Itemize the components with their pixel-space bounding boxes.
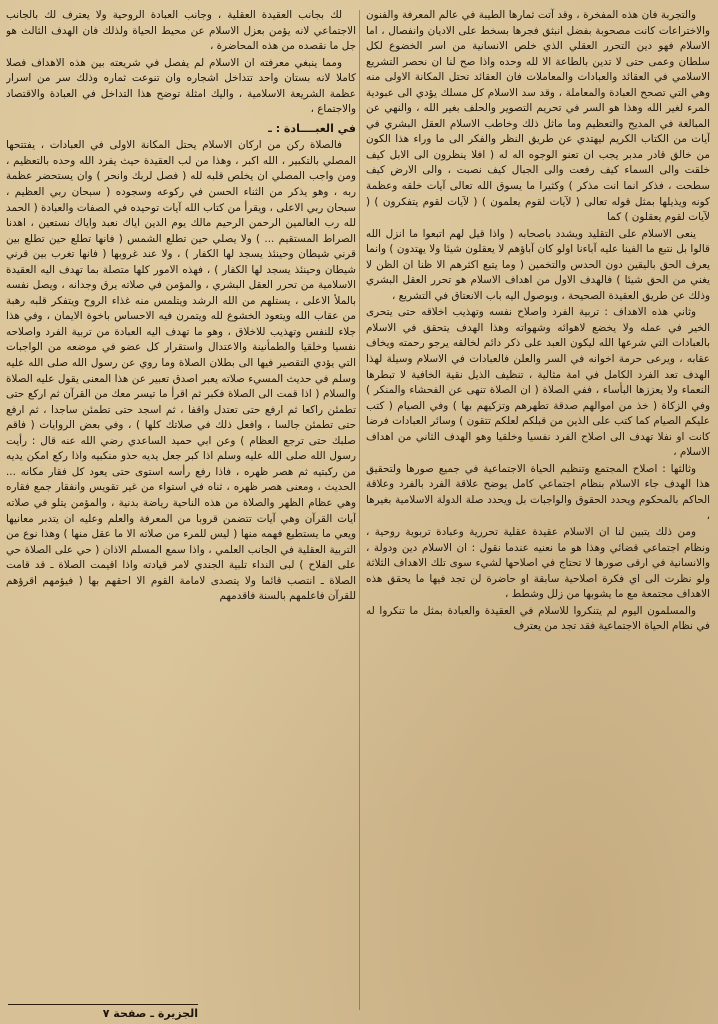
page-footer: الجزيرة ـ صفحة ٧: [8, 1004, 198, 1020]
right-paragraph-3: وثاني هذه الاهداف : تربية الفرد واصلاح نفسه وتهذيب اخلاقه حتى يتحرى الخير في عمله ولا يخضع لاهوائه وشهواته وهذا الهدف يتحقق في الاسلام بالعبادات التي شرعها الله ليكون العبد على ذكر دائم لخالقه يرجو رحمته ويخاف عقابه ، ويرعى حرمة اخوانه في السر والعلن فالعبادات في الاسلام وسيلة لهذا الهدف تعد الفرد الكامل في امة مثالية ، تنظيف الذيل نقية الخافية لا تبطرها النعماء ولا يعززها البأساء ، ففي الصلاة ( ان الصلاة تنهى عن الفحشاء والمنكر ) وفي الزكاة ( خذ من اموالهم صدقة تطهرهم وتزكيهم بها ) وفي الصيام ( كتب عليكم الصيام كما كتب على الذين من قبلكم لعلكم تتقون ) وسائر العبادات فرضا كانت او نفلا تهدف الى اصلاح الفرد نفسيا وخلقيا وهو الهدف الثاني من اهداف الاسلام ،: [366, 306, 710, 459]
left-paragraph-3: فالصلاة ركن من اركان الاسلام يحتل المكانة الاولى في العبادات ، يفتتحها المصلي بالتكبير ، الله اكبر ، وهذا من لب العقيدة حيث يفرد الله وحده بالتعظيم ، ومن واجب المصلي ان يخلص قلبه لله ( فصل لربك وانحر ) وان يستحضر عظمة ربه ، وهو يذكر من الثناء الحسن في ركوعه وسجوده ( سبحان ربي العظيم ، سبحان ربي الاعلى ، ويقرأ من كتاب الله آيات توحيده في الصفات والعبادة ( الحمد لله رب العالمين الرحمن الرحيم مالك يوم الدين اياك نعبد واياك نستعين ، اهدنا الصراط المستقيم ... ) ولا يصلي حين تطلع الشمس ( فانها تطلع حين تطلع بين قرني شيطان وحينئذ يسجد لها الكفار ) ، ولا عند غروبها ( فانها تغرب بين قرني شيطان وحينئذ يسجد لها الكفار ) ، فهذه الامور كلها متصلة بما تهدف اليه العقيدة الاسلامية من تحرر العقل البشري ، والمؤمن في صلاته يرق وجدانه ، ويصل نفسه بالملأ الاعلى ، يستلهم من الله الرشد ويتلمس منه غذاء الروح ويتفكر قلبه رهبة من عقاب الله ويتعود الخشوع لله ويتمرن فيه الاحساس باخوة الايمان ، وفي هذا جلاء للنفس وتهذيب للاخلاق ، وهو ما تهدف اليه العبادة من تربية الفرد واصلاحه نفسيا وخلقيا والطمأنينة والاعتدال واستقرار كل عضو في موضعه من الواجبات التي يؤدي التقصير فيها الى بطلان الصلاة وما روي عن رسول الله صلى الله عليه وسلم في حديث المسيء صلاته يعبر اصدق تعبير عن هذا المعنى يقول عليه الصلاة والسلام ( اذا قمت الى الصلاة فكبر ثم اقرأ ما تيسر معك من القرآن ثم اركع حتى تطمئن راكعا ثم ارفع حتى تعتدل واقفا ، ثم اسجد حتى تطمئن ساجدا ، ثم ارفع حتى تطمئن جالسا ، وافعل ذلك في صلاتك كلها ) ، وفي بعض الروايات ( فاقم صلبك حتى ترجع العظام ) وعن ابي حميد الساعدي رضي الله عنه قال : رأيت رسول الله صلى الله عليه وسلم اذا كبر جعل يديه حذو منكبيه واذا ركع امكن يديه من ركبتيه ثم هصر ظهره ، فاذا رفع رأسه استوى حتى يعود كل فقار مكانه ... الحديث ، ومعنى هصر ظهره ، ثناه في استواء من غير تقويس وانفقار جمع فقاره وهي عظام الظهر والصلاة من هذه الناحية رياضة بدنية ، والمؤمن يتلو في صلاته آيات القرآن وهي آيات تتضمن قروبا من المعرفة والعلم وعليه ان يتدبر معانيها ويعي ما يستطيع فهمه منها ( ليس للمرء من صلاته الا ما عقل منها ) وهذا نوع من التربية العقلية في الجانب العلمي ، واذا سمع المسلم الاذان ( حي على الصلاة حي على الفلاح ) لبى النداء تلبية الجندي لامر قيادته واذا اقيمت الصلاة ـ قد قامت الصلاة ـ انتصب قائما ولا يتصدى لامامة القوم الا احقهم بها ( فيؤمهم اقرؤهم للقرآن فاعلمهم بالسنة فاقدمهم: [6, 139, 356, 603]
right-column: [366, 8, 710, 1020]
left-paragraph-1: لك بجانب العقيدة العقلية ، وجانب العبادة الروحية ولا يعترف لك بالجانب الاجتماعي لانه يؤمن بعزل الاسلام عن محيط الحياة ولذلك فان الهدف الثالث هو جل ما نقصده من هذه المحاضرة ،: [6, 9, 356, 53]
right-paragraph-6: والمسلمون اليوم لم يتنكروا للاسلام في العقيدة والعبادة بمثل ما تنكروا له في نظام الحياة الاجتماعية فقد تجد من يعترف: [366, 604, 710, 633]
left-column: [6, 8, 356, 1004]
right-paragraph-4: وثالثها : اصلاح المجتمع وتنظيم الحياة الاجتماعية في جميع صورها ولتحقيق هذا الهدف جاء الاسلام بنظام اجتماعي كامل يوضح علاقة الفرد بالفرد وعلاقة الحاكم بالمحكوم ويحدد الحقوق والواجبات بل ويحدد صلة الدولة الاسلامية بغيرها ،: [366, 462, 710, 522]
left-paragraph-2: ومما ينبغي معرفته ان الاسلام لم يفصل في شريعته بين هذه الاهداف فصلا كاملا لانه بستان واحد تتداخل اشجاره وان تنوعت ثماره وذلك سر من اسرار عظمة الشريعة الاسلامية ، واليك امثلة توضح هذا التداخل في العبادة والاقتصاد والاجتماع ،: [6, 56, 356, 116]
section-heading-worship: في العبــــادة : ـ: [268, 121, 356, 135]
right-paragraph-2: ينعى الاسلام على التقليد ويشدد باصحابه ( واذا قيل لهم اتبعوا ما انزل الله قالوا بل نتبع ما الفينا عليه آباءنا اولو كان آباؤهم لا يعقلون شيئا ولا يهتدون ) وانما يعرف الحق باليقين دون الحدس والتخمين ( وما يتبع اكثرهم الا ظنا ان الظن لا يغني من الحق شيئا ) فالهدف الاول من اهداف الاسلام هو تحرر العقل البشري وذلك عن طريق العقيدة الصحيحة ، وبوصول اليه باب الانعتاق في التشريع ،: [366, 227, 710, 302]
column-divider: [359, 10, 360, 1010]
right-paragraph-1: والتجربة فان هذه المفخرة ، وقد آتت ثمارها الطيبة في عالم المعرفة والفنون والاختراعات كانت مصحوبة بفضل انبثق فجرها بسخط على الاديان وانفصال ، اما الاسلام فهو دين التحرر العقلي الذي خلص الانسانية من اسر الخضوع لكل سلطان وعمى حتى لا تدين بالطاعة الا لله وحده واذا صح لنا ان نحصر التشريع الاسلامي في العقائد والعبادات والمعاملات فان العقائد تحتل المكانة الاولى منه وهي التي تصحح العبادة والمعاملة ، وقد سد الاسلام كل مسلك يؤدي الى عبودية المرء لغير الله وهذا هو السر في تحريم التصوير والحلف بغير الله ، والنهي عن المبالغة في المديح والتعظيم وما ماثل ذلك وخاطب الاسلام العقل البشري في آيات من الكتاب الكريم ليهتدي عن طريق النظر والفكر الى ما وراء هذا الكون من خالق قادر مدبر يجب ان تعنو الوجوه اله له ( افلا ينظرون الى الابل كيف خلقت والى السماء كيف رفعت والى الجبال كيف نصبت ، والى الارض كيف سطحت ، فذكر انما انت مذكر ) وكثيرا ما يسوق الله تعالى آيات خلقه وعظمة كونه ويذيلها بمثل قوله تعالى ( لآيات لقوم يعلمون ) ( لآيات لقوم يتفكرون ) ( لآيات لقوم يعقلون ) كما: [366, 9, 710, 224]
right-paragraph-5: ومن ذلك يتبين لنا ان الاسلام عقيدة عقلية تحررية وعبادة تربوية روحية ، ونظام اجتماعي قضائي وهذا هو ما نعنيه عندما نقول : ان الاسلام دين ودولة ، والانسانية في ارقى صورها لا تحتاج في اصلاحها لشيء سوى تلك الاهداف الثلاثة ولو نظرت الى اي فكرة اصلاحية سابقة او حاضرة لن تجد فيها ما يحقق هذه الاهداف مجتمعة مع ما يشوبها من زلل وشطط ،: [366, 526, 710, 601]
